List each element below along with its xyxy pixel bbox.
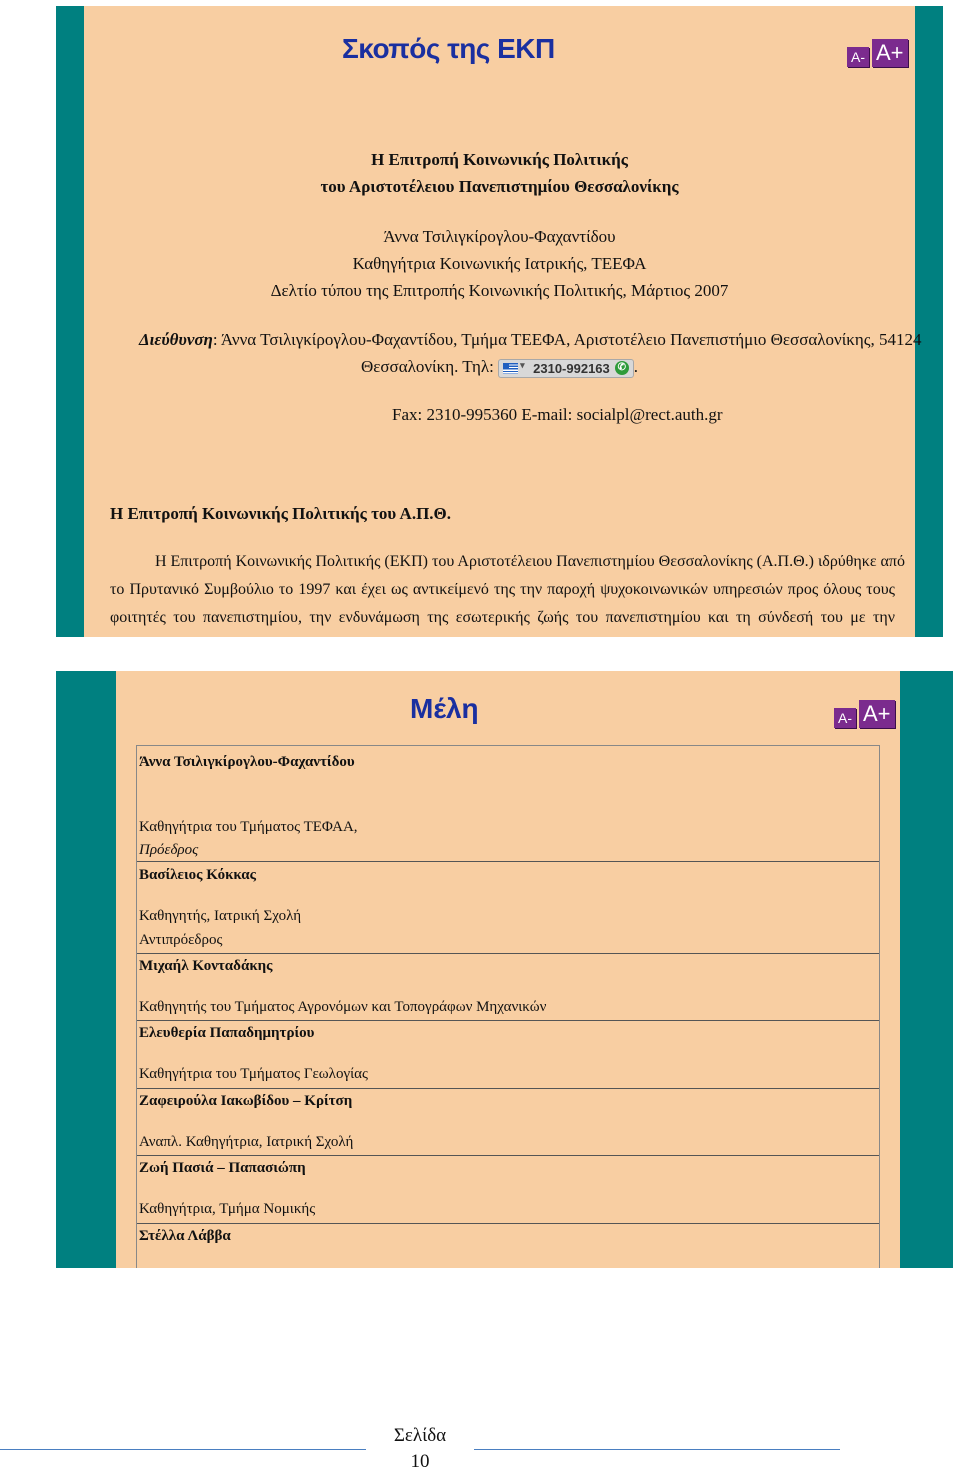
page-title: Μέλη bbox=[410, 693, 479, 724]
address-text: : Άννα Τσιλιγκίρογλου-Φαχαντίδου, Τμήμα ΤΕΕΦΑ, Αριστοτέλειο Πανεπιστήμιο Θεσσαλονίκης, 54124 bbox=[212, 330, 922, 349]
footer-rule-right bbox=[474, 1449, 840, 1450]
font-increase-button[interactable]: A+ bbox=[872, 39, 908, 67]
font-increase-button[interactable]: A+ bbox=[859, 700, 895, 728]
member-role: Καθηγήτρια, Τμήμα Νομικής bbox=[139, 1201, 316, 1217]
member-row bbox=[137, 1224, 879, 1268]
committee-line-1: Η Επιτροπή Κοινωνικής Πολιτικής bbox=[371, 150, 628, 169]
phone-number: 2310-992163 bbox=[533, 360, 610, 376]
member-row bbox=[137, 1156, 879, 1224]
fax-email: Fax: 2310-995360 E-mail: socialpl@rect.auth.gr bbox=[392, 405, 723, 424]
member-role: Αναπλ. Καθηγήτρια, Ιατρική Σχολή bbox=[139, 1134, 354, 1150]
member-name: Βασίλειος Κόκκας bbox=[139, 867, 256, 883]
member-name: Άννα Τσιλιγκίρογλου-Φαχαντίδου bbox=[139, 754, 355, 770]
page-number: 10 bbox=[410, 1451, 430, 1472]
address-label: Διεύθυνση bbox=[139, 330, 213, 349]
call-icon[interactable]: ✆ bbox=[615, 361, 629, 375]
member-row bbox=[137, 1021, 879, 1089]
screenshot-members bbox=[56, 671, 953, 1268]
committee-line-2: του Αριστοτέλειου Πανεπιστημίου Θεσσαλονίκης bbox=[320, 177, 679, 196]
member-row bbox=[137, 746, 879, 862]
member-position: Πρόεδρος bbox=[139, 842, 199, 858]
paragraph-line-2: το Πρυτανικό Συμβούλιο το 1997 και έχει ως αντικείμενό της την παροχή ψυχοκοινωνικών υπηρεσιών προς όλους τους bbox=[110, 581, 895, 598]
member-row bbox=[137, 862, 879, 954]
phone-end: . bbox=[633, 357, 639, 376]
member-role: Καθηγήτρια του Τμήματος Γεωλογίας bbox=[139, 1066, 368, 1082]
members-table bbox=[136, 745, 880, 1268]
paragraph-line-1: Η Επιτροπή Κοινωνικής Πολιτικής (ΕΚΠ) του Αριστοτέλειου Πανεπιστημίου Θεσσαλονίκης (Α.Π.Θ.) ιδρύθηκε από bbox=[155, 553, 905, 570]
press-release: Δελτίο τύπου της Επιτροπής Κοινωνικής Πολιτικής, Μάρτιος 2007 bbox=[270, 281, 729, 300]
author-title: Καθηγήτρια Κοινωνικής Ιατρικής, ΤΕΕΦΑ bbox=[352, 254, 647, 273]
section-heading: Η Επιτροπή Κοινωνικής Πολιτικής του Α.Π.Θ. bbox=[110, 504, 452, 523]
member-name: Μιχαήλ Κονταδάκης bbox=[139, 958, 273, 974]
font-decrease-button[interactable]: A- bbox=[834, 708, 856, 728]
screenshot-purpose bbox=[56, 6, 943, 637]
member-name: Ζαφειρούλα Ιακωβίδου – Κρίτση bbox=[139, 1093, 353, 1109]
member-role: Καθηγητής του Τμήματος Αγρονόμων και Τοπογράφων Μηχανικών bbox=[139, 999, 547, 1015]
member-role: Καθηγήτρια του Τμήματος ΤΕΦΑΑ, bbox=[139, 819, 358, 835]
font-size-controls bbox=[834, 700, 895, 728]
address bbox=[139, 330, 921, 350]
content-panel bbox=[116, 671, 900, 1268]
member-row bbox=[137, 1089, 879, 1156]
page-title: Σκοπός της ΕΚΠ bbox=[342, 33, 555, 64]
page-label: Σελίδα bbox=[393, 1425, 447, 1446]
font-decrease-button[interactable]: A- bbox=[847, 47, 869, 67]
font-size-controls bbox=[847, 39, 908, 67]
phone-badge[interactable] bbox=[498, 359, 634, 378]
city-tel: Θεσσαλονίκη. Τηλ: bbox=[360, 357, 494, 376]
greek-flag-icon bbox=[503, 363, 518, 374]
member-name: Ζωή Πασιά – Παπασιώπη bbox=[139, 1160, 306, 1176]
member-name: Στέλλα Λάββα bbox=[139, 1228, 231, 1244]
member-role: Καθηγητής, Ιατρική Σχολή bbox=[139, 908, 302, 924]
member-row bbox=[137, 954, 879, 1021]
author-name: Άννα Τσιλιγκίρογλου-Φαχαντίδου bbox=[383, 227, 616, 246]
content-panel bbox=[84, 6, 922, 637]
member-position: Αντιπρόεδρος bbox=[139, 932, 223, 948]
phone-line bbox=[84, 357, 915, 378]
footer-rule-left bbox=[0, 1449, 366, 1450]
member-name: Ελευθερία Παπαδημητρίου bbox=[139, 1025, 315, 1041]
paragraph-line-3: φοιτητές του πανεπιστημίου, την ενδυνάμωση της εσωτερικής ζωής του πανεπιστημίου και τη σύνδεσή του με την bbox=[110, 609, 895, 626]
